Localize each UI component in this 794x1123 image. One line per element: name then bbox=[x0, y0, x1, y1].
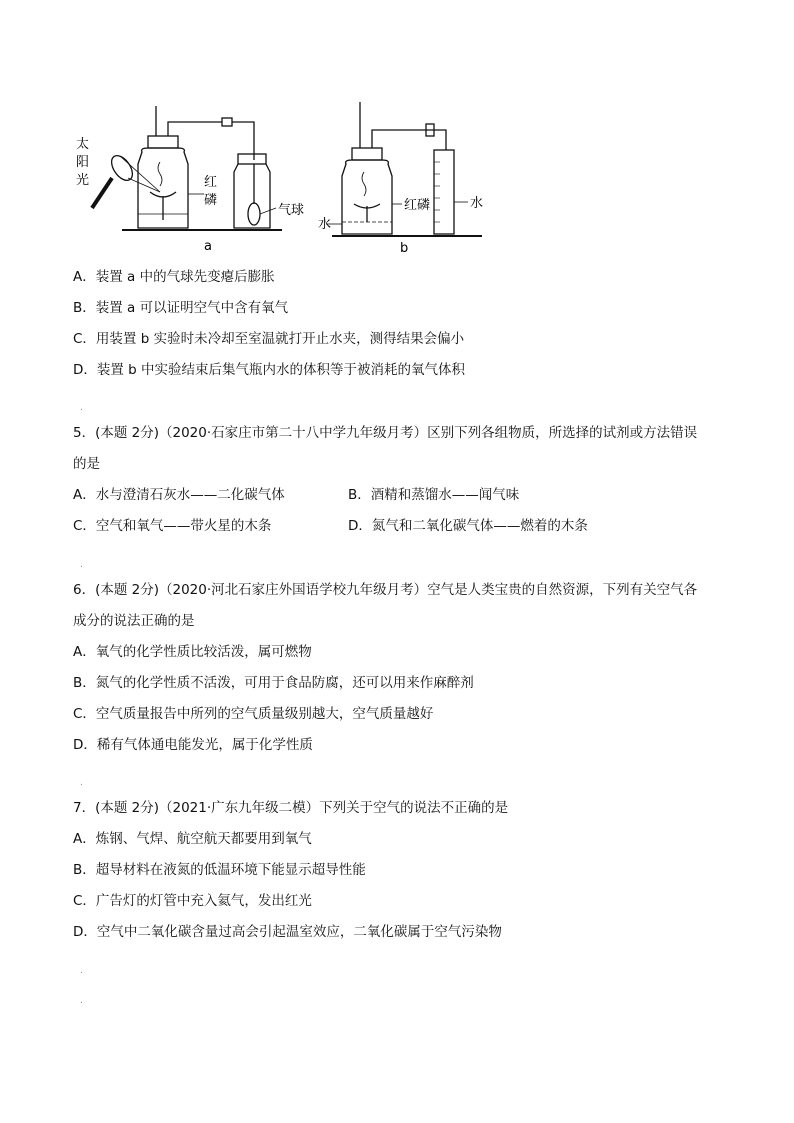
q6-option-a: A．氧气的化学性质比较活泼，属可燃物 bbox=[73, 644, 312, 660]
label-water-right: 水 bbox=[470, 196, 484, 211]
q4-option-b: B．装置 a 可以证明空气中含有氧气 bbox=[73, 300, 289, 316]
label-sun-3: 光 bbox=[76, 173, 90, 188]
q5-stem-line1: 5．(本题 2分)（2020·石家庄市第二十八中学九年级月考）区别下列各组物质，所选择的试剂或方法错误 bbox=[73, 425, 698, 441]
q6-option-d: D．稀有气体通电能发光，属于化学性质 bbox=[73, 737, 313, 753]
label-red-phosphorus-a-1: 红 bbox=[204, 175, 218, 190]
label-water-left: 水 bbox=[318, 217, 332, 232]
label-red-phosphorus-b: 红磷 bbox=[404, 198, 431, 213]
spacer-dot: . bbox=[80, 778, 83, 788]
label-sun-1: 太 bbox=[76, 137, 90, 152]
q5-option-a: A．水与澄清石灰水——二化碳气体 bbox=[73, 487, 285, 503]
spacer-dot: . bbox=[80, 403, 83, 413]
q4-option-d: D．装置 b 中实验结束后集气瓶内水的体积等于被消耗的氧气体积 bbox=[73, 362, 466, 378]
q7-option-a: A．炼钢、气焊、航空航天都要用到氧气 bbox=[73, 831, 312, 847]
q7-option-d: D．空气中二氧化碳含量过高会引起温室效应，二氧化碳属于空气污染物 bbox=[73, 924, 502, 940]
label-sun-2: 阳 bbox=[76, 155, 90, 170]
q6-stem-line1: 6．(本题 2分)（2020·河北石家庄外国语学校九年级月考）空气是人类宝贵的自然资源，下列有关空气各 bbox=[73, 582, 698, 598]
q5-option-c: C．空气和氧气——带火星的木条 bbox=[73, 518, 272, 534]
q6-option-b: B．氮气的化学性质不活泼，可用于食品防腐，还可以用来作麻醉剂 bbox=[73, 675, 474, 691]
experiment-apparatus-figure bbox=[72, 96, 492, 258]
label-apparatus-b: b bbox=[400, 241, 409, 256]
spacer-dot: . bbox=[80, 966, 83, 976]
spacer-dot: . bbox=[80, 560, 83, 570]
q6-stem-line2: 成分的说法正确的是 bbox=[73, 613, 195, 629]
q5-option-d: D．氮气和二氧化碳气体——燃着的木条 bbox=[348, 518, 588, 534]
q6-option-c: C．空气质量报告中所列的空气质量级别越大，空气质量越好 bbox=[73, 706, 434, 722]
label-balloon: 气球 bbox=[278, 203, 305, 218]
label-apparatus-a: a bbox=[204, 239, 212, 254]
spacer-dot: . bbox=[80, 996, 83, 1006]
label-red-phosphorus-a-2: 磷 bbox=[204, 193, 218, 208]
q5-stem-line2: 的是 bbox=[73, 456, 100, 472]
q7-option-c: C．广告灯的灯管中充入氦气，发出红光 bbox=[73, 893, 312, 909]
q7-stem-line1: 7．(本题 2分)（2021·广东九年级二模）下列关于空气的说法不正确的是 bbox=[73, 800, 509, 816]
q5-option-b: B．酒精和蒸馏水——闻气味 bbox=[348, 487, 520, 503]
q7-option-b: B．超导材料在液氮的低温环境下能显示超导性能 bbox=[73, 862, 366, 878]
q4-option-c: C．用装置 b 实验时未冷却至室温就打开止水夹，测得结果会偏小 bbox=[73, 331, 465, 347]
q4-option-a: A．装置 a 中的气球先变瘪后膨胀 bbox=[73, 269, 275, 285]
